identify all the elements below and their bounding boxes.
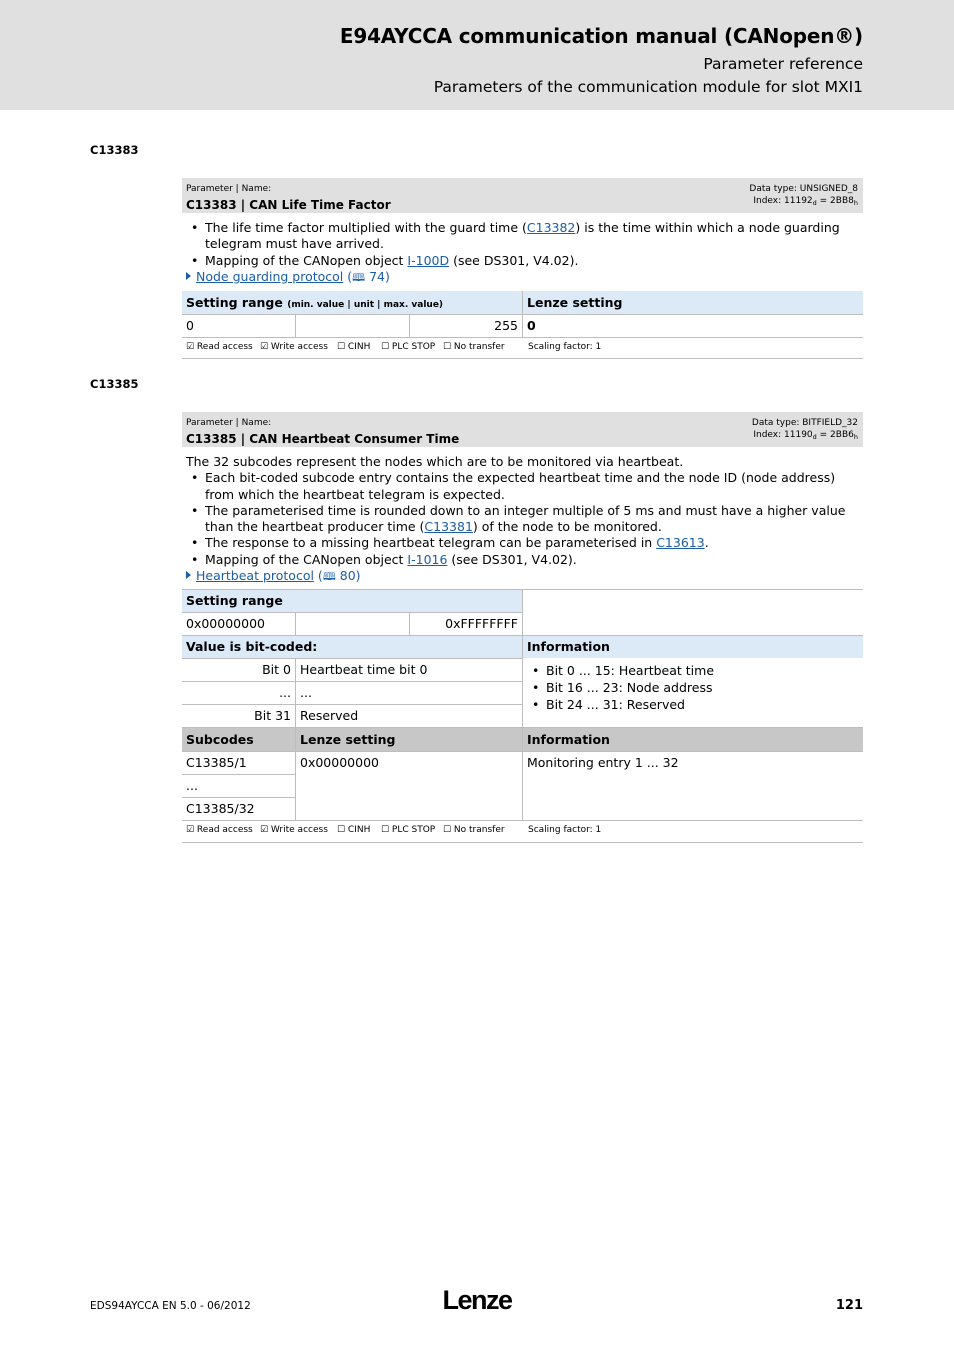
plc-stop-checkbox: ☐ PLC STOP xyxy=(381,342,436,353)
data-type: Data type: UNSIGNED_8 xyxy=(749,184,858,194)
parameter-heading: C13385 xyxy=(90,377,139,391)
list-item: • The parameterised time is rounded down to an integer multiple of 5 ms and must have a higher value than the heartbeat producer time (C13381) of the node to be monitored. xyxy=(186,503,859,536)
bit-description: Reserved xyxy=(300,708,359,724)
bit-label: Bit 0 xyxy=(262,662,291,678)
arrow-right-icon xyxy=(186,571,191,579)
subcodes-header: Subcodes xyxy=(182,728,295,751)
read-access-checkbox: ☑ Read access xyxy=(186,825,253,836)
link-i-100d[interactable]: I-100D xyxy=(407,252,450,268)
parameter-description xyxy=(182,447,863,585)
read-access-checkbox: ☑ Read access xyxy=(186,342,253,353)
list-item: • Bit 16 ... 23: Node address xyxy=(527,679,859,696)
subcode-lenze-setting: 0x00000000 xyxy=(300,755,379,771)
parameter-header xyxy=(182,178,863,213)
write-access-checkbox: ☑ Write access xyxy=(260,825,328,836)
book-icon: 🕮 xyxy=(352,270,366,284)
lenze-setting-header: Lenze setting xyxy=(296,728,522,751)
parameter-heading: C13383 xyxy=(90,143,139,157)
parameter-index: Index: $11190_d = 2BB6_h$ xyxy=(753,430,858,441)
lenze-setting-value: 0 xyxy=(527,318,536,334)
document-title: E94AYCCA communication manual (CANopen®) xyxy=(339,24,863,48)
subcode-item: C13385/1 xyxy=(186,755,247,771)
information-header: Information xyxy=(523,635,863,658)
list-item: • Bit 24 ... 31: Reserved xyxy=(527,696,859,713)
chapter-title: Parameter reference xyxy=(703,55,863,73)
bit-coded-header: Value is bit-coded: xyxy=(182,635,522,658)
subcode-item: C13385/32 xyxy=(186,801,255,817)
bit-information xyxy=(523,658,863,727)
max-value: 0xFFFFFFFF xyxy=(445,616,518,632)
information-header: Information xyxy=(523,728,863,751)
cinh-checkbox: ☐ CINH xyxy=(337,342,371,353)
list-item: • The response to a missing heartbeat telegram can be parameterised in C13613. xyxy=(186,535,859,551)
parameter-index: Index: $11192_d = 2BB8_h$ xyxy=(753,196,858,207)
section-title: Parameters of the communication module for slot MXI1 xyxy=(433,78,863,96)
document-id: EDS94AYCCA EN 5.0 - 06/2012 xyxy=(90,1300,251,1312)
setting-range-header: Setting range xyxy=(182,589,522,612)
bit-label: Bit 31 xyxy=(254,708,291,724)
unit-value xyxy=(296,612,409,635)
list-item: • The life time factor multiplied with the guard time (C13382) is the time within which a node guarding telegram must have arrived. xyxy=(186,220,859,253)
link-heartbeat-protocol[interactable]: Heartbeat protocol xyxy=(196,568,314,584)
cinh-checkbox: ☐ CINH xyxy=(337,825,371,836)
bit-label: ... xyxy=(279,685,291,701)
link-c13613[interactable]: C13613 xyxy=(656,535,705,551)
list-item: • Mapping of the CANopen object I-1016 (see DS301, V4.02). xyxy=(186,552,859,568)
data-type: Data type: BITFIELD_32 xyxy=(751,418,858,428)
list-item: • Each bit-coded subcode entry contains the expected heartbeat time and the node ID (node address) from which the heartbeat telegram is expected. xyxy=(186,470,859,503)
page-header xyxy=(0,0,954,110)
subcode-information: Monitoring entry 1 ... 32 xyxy=(527,755,679,771)
book-icon: 🕮 xyxy=(322,570,336,584)
setting-table xyxy=(182,589,863,843)
parameter-block-c13383 xyxy=(182,178,863,359)
setting-range-header: Setting range (min. value | unit | max. value) xyxy=(182,291,522,314)
parameter-header xyxy=(182,412,863,447)
parameter-block-c13385 xyxy=(182,412,863,843)
logo-text: Lenze xyxy=(442,1285,512,1315)
scaling-factor: Scaling factor: 1 xyxy=(528,342,602,353)
min-value: 0x00000000 xyxy=(186,616,265,632)
bit-description: Heartbeat time bit 0 xyxy=(300,662,428,678)
plc-stop-checkbox: ☐ PLC STOP xyxy=(381,825,436,836)
link-i-1016[interactable]: I-1016 xyxy=(407,551,448,567)
parameter-description xyxy=(182,213,863,286)
setting-table xyxy=(182,291,863,359)
cross-reference: Heartbeat protocol (🕮 80) xyxy=(186,568,859,585)
parameter-name: C13385 | CAN Heartbeat Consumer Time xyxy=(186,432,460,446)
list-item: • Bit 0 ... 15: Heartbeat time xyxy=(527,662,859,679)
parameter-name-label: Parameter | Name: xyxy=(186,184,272,194)
link-c13382[interactable]: C13382 xyxy=(526,220,576,235)
arrow-right-icon xyxy=(186,272,191,280)
bit-description: ... xyxy=(300,685,312,701)
scaling-factor: Scaling factor: 1 xyxy=(528,825,602,836)
parameter-name-label: Parameter | Name: xyxy=(186,418,272,428)
intro-text: The 32 subcodes represent the nodes which are to be monitored via heartbeat. xyxy=(186,454,684,469)
link-c13381[interactable]: C13381 xyxy=(424,519,473,535)
lenze-logo xyxy=(437,1284,517,1316)
list-item: • Mapping of the CANopen object I-100D (see DS301, V4.02). xyxy=(186,253,859,269)
no-transfer-checkbox: ☐ No transfer xyxy=(443,342,505,353)
parameter-name: C13383 | CAN Life Time Factor xyxy=(186,198,391,212)
cross-reference: Node guarding protocol (🕮 74) xyxy=(186,269,859,286)
no-transfer-checkbox: ☐ No transfer xyxy=(443,825,505,836)
link-node-guarding-protocol[interactable]: Node guarding protocol xyxy=(196,268,344,284)
max-value: 255 xyxy=(494,318,518,334)
write-access-checkbox: ☑ Write access xyxy=(260,342,328,353)
page-number: 121 xyxy=(835,1298,863,1313)
unit-value xyxy=(296,314,409,337)
min-value: 0 xyxy=(186,318,194,334)
lenze-setting-header: Lenze setting xyxy=(523,291,863,314)
subcode-item: ... xyxy=(186,778,198,794)
